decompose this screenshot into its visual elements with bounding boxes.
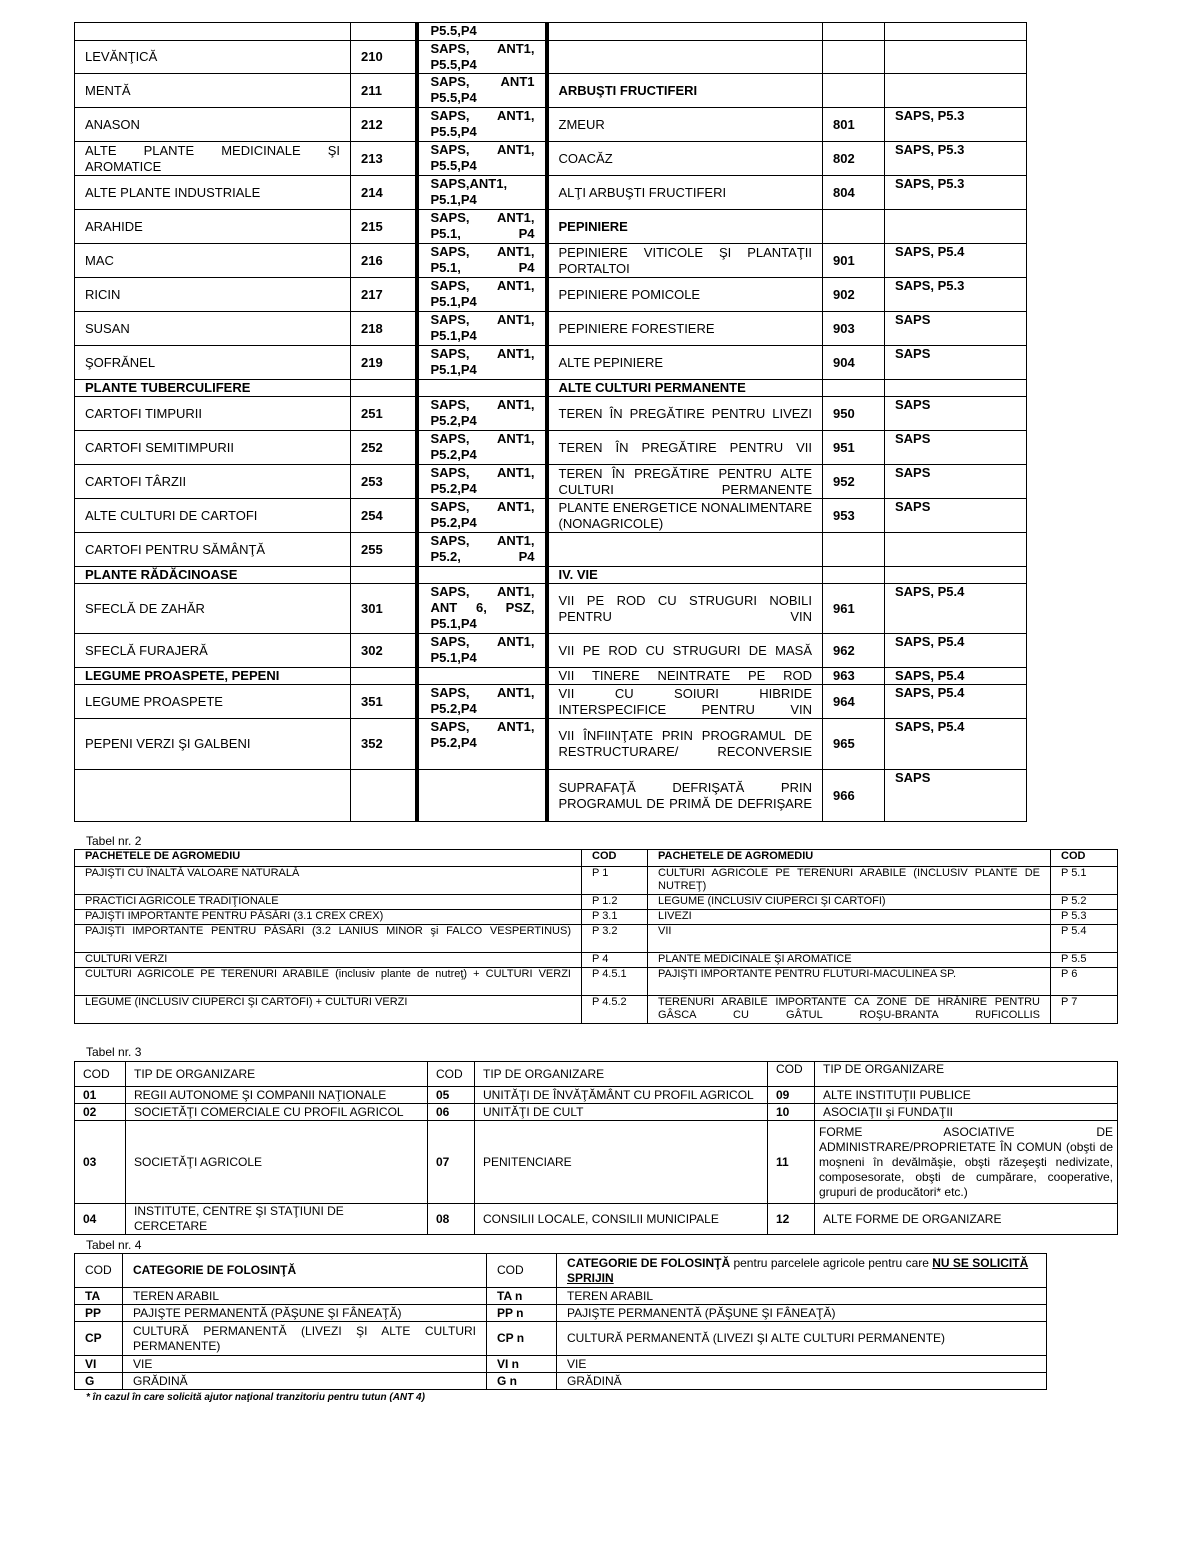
payment-schemes: SAPS (885, 397, 1027, 431)
package-code: P 5.1 (1051, 867, 1118, 895)
crop-code: 961 (823, 584, 885, 634)
payment-schemes: SAPS, ANT1, P5.1, P4 (417, 210, 547, 244)
crop-name: PEPINIERE POMICOLE (547, 278, 823, 312)
package-code: P 4.5.1 (582, 968, 648, 996)
crop-code: 802 (823, 142, 885, 176)
table3-caption: Tabel nr. 3 (86, 1045, 142, 1059)
header-part: pentru parcelele agricole pentru care (730, 1255, 933, 1270)
crop-code: 903 (823, 312, 885, 346)
empty-cell (417, 380, 547, 397)
organization-type-table (74, 1061, 1118, 1235)
org-code: 03 (75, 1121, 126, 1204)
crop-name: CARTOFI TIMPURII (75, 397, 351, 431)
table-row (75, 1087, 1118, 1104)
crop-code: 253 (351, 465, 417, 499)
payment-schemes: SAPS, P5.3 (885, 142, 1027, 176)
empty-cell (885, 567, 1027, 584)
land-use-body (75, 1254, 1047, 1390)
table-row (75, 895, 1118, 910)
org-code: 06 (428, 1104, 475, 1121)
org-type: FORME ASOCIATIVE DE ADMINISTRARE/PROPRIETATE ÎN COMUN (obşti de moşneni în devălmăşie, obşti răzeşeşti nedivizate, composesorate, obşti de cumpărare, cooperative, grupuri de producători* etc.) (815, 1121, 1118, 1204)
land-use-category: VIE (123, 1356, 487, 1373)
crop-name: ARAHIDE (75, 210, 351, 244)
table-row (75, 925, 1118, 953)
crop-code: 302 (351, 634, 417, 668)
crop-code (823, 23, 885, 41)
crop-name: SUPRAFAŢĂ DEFRIŞATĂ PRIN PROGRAMUL DE PRIMĂ DE DEFRIŞARE (547, 770, 823, 822)
org-code: 02 (75, 1104, 126, 1121)
section-header: ALTE CULTURI PERMANENTE (547, 380, 823, 397)
table-row (75, 1288, 1047, 1305)
table-row (75, 23, 1027, 41)
table-row (75, 312, 1027, 346)
column-header: COD (582, 850, 648, 867)
land-use-code: G (75, 1373, 123, 1390)
payment-schemes: SAPS, P5.4 (885, 244, 1027, 278)
package-code: P 1.2 (582, 895, 648, 910)
crop-name: ALŢI ARBUŞTI FRUCTIFERI (547, 176, 823, 210)
package-name: CULTURI AGRICOLE PE TERENURI ARABILE (INCLUSIV PLANTE DE NUTREŢ) (648, 867, 1051, 895)
crop-code (351, 770, 417, 822)
crop-codes-table (74, 22, 1027, 822)
crop-code (823, 210, 885, 244)
payment-schemes: SAPS, ANT1, P5.1,P4 (417, 634, 547, 668)
crop-code: 950 (823, 397, 885, 431)
crop-name: LEVĂNŢICĂ (75, 41, 351, 74)
org-type: ALTE FORME DE ORGANIZARE (815, 1204, 1118, 1235)
land-use-category: TEREN ARABIL (123, 1288, 487, 1305)
land-use-category: GRĂDINĂ (557, 1373, 1047, 1390)
crop-name: PEPINIERE (547, 210, 823, 244)
crop-name (75, 770, 351, 822)
org-type: UNITĂŢI DE ÎNVĂŢĂMÂNT CU PROFIL AGRICOL (475, 1087, 768, 1104)
crop-code: 804 (823, 176, 885, 210)
table-row (75, 346, 1027, 380)
org-code: 09 (768, 1087, 815, 1104)
payment-schemes: SAPS, P5.4 (885, 584, 1027, 634)
crop-name: PLANTE ENERGETICE NONALIMENTARE (NONAGRICOLE) (547, 499, 823, 533)
table-row (75, 719, 1027, 770)
table-row (75, 499, 1027, 533)
table-row (75, 108, 1027, 142)
land-use-category: CULTURĂ PERMANENTĂ (LIVEZI ŞI ALTE CULTURI PERMANENTE) (123, 1322, 487, 1356)
crop-name (75, 23, 351, 41)
crop-code: 966 (823, 770, 885, 822)
table-row (75, 968, 1118, 996)
crop-name: CARTOFI SEMITIMPURII (75, 431, 351, 465)
table-row (75, 1322, 1047, 1356)
section-header-row (75, 567, 1027, 584)
payment-schemes: P5.5,P4 (417, 23, 547, 41)
table-row (75, 770, 1027, 822)
payment-schemes (885, 41, 1027, 74)
payment-schemes: SAPS, P5.3 (885, 176, 1027, 210)
package-code: P 5.5 (1051, 953, 1118, 968)
empty-cell (417, 567, 547, 584)
column-header: PACHETELE DE AGROMEDIU (648, 850, 1051, 867)
crop-name: TEREN ÎN PREGĂTIRE PENTRU ALTE CULTURI PERMANENTE (547, 465, 823, 499)
crop-code (823, 533, 885, 567)
column-header: COD (487, 1254, 557, 1288)
payment-schemes: SAPS, ANT1, P5.2,P4 (417, 397, 547, 431)
crop-code: 218 (351, 312, 417, 346)
table-header-row (75, 850, 1118, 867)
package-name: TERENURI ARABILE IMPORTANTE CA ZONE DE HRĂNIRE PENTRU GÂSCA CU GÂTUL ROŞU-BRANTA RUFICOLLIS (648, 996, 1051, 1024)
package-name: PAJIŞTI CU ÎNALTĂ VALOARE NATURALĂ (75, 867, 582, 895)
table-row (75, 910, 1118, 925)
table-header-row (75, 1062, 1118, 1087)
payment-schemes: SAPS (885, 346, 1027, 380)
payment-schemes: SAPS, ANT1, P5.1,P4 (417, 312, 547, 346)
package-name: PAJIŞTI IMPORTANTE PENTRU PĂSĂRI (3.1 CREX CREX) (75, 910, 582, 925)
payment-schemes: SAPS, ANT1, P5.1, P4 (417, 244, 547, 278)
crop-code: 965 (823, 719, 885, 770)
empty-cell (823, 380, 885, 397)
land-use-category: CULTURĂ PERMANENTĂ (LIVEZI ŞI ALTE CULTURI PERMANENTE) (557, 1322, 1047, 1356)
package-name: PAJIŞTI IMPORTANTE PENTRU PĂSĂRI (3.2 LANIUS MINOR şi FALCO VESPERTINUS) (75, 925, 582, 953)
org-type: SOCIETĂŢI AGRICOLE (126, 1121, 428, 1204)
org-code: 12 (768, 1204, 815, 1235)
table-row (75, 244, 1027, 278)
crop-code: 351 (351, 685, 417, 719)
crop-code: 962 (823, 634, 885, 668)
crop-name: PEPINIERE FORESTIERE (547, 312, 823, 346)
crop-name: SUSAN (75, 312, 351, 346)
payment-schemes: SAPS, ANT1, P5.2, P4 (417, 533, 547, 567)
table-row (75, 142, 1027, 176)
crop-code: 216 (351, 244, 417, 278)
crop-code: 964 (823, 685, 885, 719)
table-row (75, 1305, 1047, 1322)
org-type: ALTE INSTITUŢII PUBLICE (815, 1087, 1118, 1104)
crop-code: 211 (351, 74, 417, 108)
crop-name: ALTE PLANTE MEDICINALE ŞI AROMATICE (75, 142, 351, 176)
table-header-row (75, 1254, 1047, 1288)
table-row (75, 397, 1027, 431)
land-use-code: TA (75, 1288, 123, 1305)
column-header: COD (1051, 850, 1118, 867)
land-use-category: GRĂDINĂ (123, 1373, 487, 1390)
package-name: CULTURI AGRICOLE PE TERENURI ARABILE (inclusiv plante de nutreţ) + CULTURI VERZI (75, 968, 582, 996)
crop-name: ALTE PEPINIERE (547, 346, 823, 380)
crop-code: 252 (351, 431, 417, 465)
empty-cell (351, 567, 417, 584)
payment-schemes: SAPS, ANT1 P5.5,P4 (417, 74, 547, 108)
land-use-category: PAJIŞTE PERMANENTĂ (PĂŞUNE ŞI FÂNEAŢĂ) (123, 1305, 487, 1322)
land-use-code: TA n (487, 1288, 557, 1305)
crop-name: COACĂZ (547, 142, 823, 176)
empty-cell (823, 567, 885, 584)
payment-schemes: SAPS, ANT1, P5.5,P4 (417, 41, 547, 74)
table-row (75, 634, 1027, 668)
crop-name: VII TINERE NEINTRATE PE ROD (547, 668, 823, 685)
crop-code (351, 23, 417, 41)
table-row (75, 668, 1027, 685)
crop-name: ŞOFRĂNEL (75, 346, 351, 380)
table-row (75, 431, 1027, 465)
crop-code (823, 41, 885, 74)
crop-code (351, 668, 417, 685)
package-code: P 4 (582, 953, 648, 968)
table2-caption: Tabel nr. 2 (86, 834, 142, 848)
table-row (75, 953, 1118, 968)
section-header: PLANTE TUBERCULIFERE (75, 380, 351, 397)
package-name: PAJIŞTI IMPORTANTE PENTRU FLUTURI-MACULINEA SP. (648, 968, 1051, 996)
table-row (75, 533, 1027, 567)
table-row (75, 1104, 1118, 1121)
land-use-category: TEREN ARABIL (557, 1288, 1047, 1305)
crop-code: 901 (823, 244, 885, 278)
org-type: PENITENCIARE (475, 1121, 768, 1204)
land-use-category: PAJIŞTE PERMANENTĂ (PĂŞUNE ŞI FÂNEAŢĂ) (557, 1305, 1047, 1322)
package-code: P 4.5.2 (582, 996, 648, 1024)
table-row (75, 996, 1118, 1024)
table-row (75, 1356, 1047, 1373)
payment-schemes: SAPS, P5.4 (885, 634, 1027, 668)
org-code: 11 (768, 1121, 815, 1204)
crop-code: 352 (351, 719, 417, 770)
table-row (75, 41, 1027, 74)
crop-code: 210 (351, 41, 417, 74)
crop-name: LEGUME PROASPETE (75, 685, 351, 719)
payment-schemes: SAPS, ANT1, P5.1,P4 (417, 346, 547, 380)
org-code: 08 (428, 1204, 475, 1235)
crop-name: VII PE ROD CU STRUGURI NOBILI PENTRU VIN (547, 584, 823, 634)
payment-schemes (885, 23, 1027, 41)
payment-schemes: SAPS, ANT1, P5.2,P4 (417, 685, 547, 719)
crop-code: 953 (823, 499, 885, 533)
table-row (75, 685, 1027, 719)
payment-schemes: SAPS, P5.4 (885, 668, 1027, 685)
payment-schemes (417, 770, 547, 822)
payment-schemes: SAPS, ANT1, P5.5,P4 (417, 108, 547, 142)
table-row (75, 1204, 1118, 1235)
column-header: TIP DE ORGANIZARE (815, 1062, 1118, 1087)
land-use-code: CP n (487, 1322, 557, 1356)
org-type: SOCIETĂŢI COMERCIALE CU PROFIL AGRICOL (126, 1104, 428, 1121)
section-header-row (75, 380, 1027, 397)
column-header: COD (75, 1062, 126, 1087)
payment-schemes: SAPS (885, 499, 1027, 533)
column-header: TIP DE ORGANIZARE (475, 1062, 768, 1087)
crop-name: PEPINIERE VITICOLE ŞI PLANTAŢII PORTALTOI (547, 244, 823, 278)
payment-schemes (885, 533, 1027, 567)
payment-schemes: SAPS (885, 465, 1027, 499)
package-code: P 3.1 (582, 910, 648, 925)
payment-schemes (885, 210, 1027, 244)
table4-caption: Tabel nr. 4 (86, 1238, 142, 1252)
crop-name: VII PE ROD CU STRUGURI DE MASĂ (547, 634, 823, 668)
header-part: NU SE SOLICITĂ SPRIJIN (567, 1255, 1029, 1285)
organization-type-body (75, 1062, 1118, 1235)
crop-name: SFECLĂ DE ZAHĂR (75, 584, 351, 634)
agri-environment-body (75, 850, 1118, 1024)
package-name: LIVEZI (648, 910, 1051, 925)
crop-name: PEPENI VERZI ŞI GALBENI (75, 719, 351, 770)
crop-name: MENTĂ (75, 74, 351, 108)
crop-name: ALTE PLANTE INDUSTRIALE (75, 176, 351, 210)
crop-name: VII ÎNFIINŢATE PRIN PROGRAMUL DE RESTRUCTURARE/ RECONVERSIE (547, 719, 823, 770)
crop-code: 214 (351, 176, 417, 210)
crop-name: ARBUŞTI FRUCTIFERI (547, 74, 823, 108)
payment-schemes: SAPS, ANT1, P5.2,P4 (417, 431, 547, 465)
land-use-category: VIE (557, 1356, 1047, 1373)
package-name: LEGUME (INCLUSIV CIUPERCI ŞI CARTOFI) + CULTURI VERZI (75, 996, 582, 1024)
land-use-code: G n (487, 1373, 557, 1390)
crop-code: 212 (351, 108, 417, 142)
crop-code: 952 (823, 465, 885, 499)
crop-name (547, 533, 823, 567)
column-header (557, 1254, 1047, 1288)
package-code: P 5.3 (1051, 910, 1118, 925)
crop-code: 215 (351, 210, 417, 244)
header-part: CATEGORIE DE FOLOSINŢĂ (567, 1255, 731, 1270)
crop-name: VII CU SOIURI HIBRIDE INTERSPECIFICE PENTRU VIN (547, 685, 823, 719)
org-code: 01 (75, 1087, 126, 1104)
crop-name: TEREN ÎN PREGĂTIRE PENTRU LIVEZI (547, 397, 823, 431)
table-row (75, 278, 1027, 312)
crop-code: 904 (823, 346, 885, 380)
org-type: ASOCIAŢII şi FUNDAŢII (815, 1104, 1118, 1121)
table-row (75, 1121, 1118, 1204)
agri-environment-table (74, 849, 1118, 1024)
column-header: CATEGORIE DE FOLOSINŢĂ (123, 1254, 487, 1288)
crop-name: ANASON (75, 108, 351, 142)
table-row (75, 1373, 1047, 1390)
org-code: 10 (768, 1104, 815, 1121)
org-type: INSTITUTE, CENTRE ŞI STAŢIUNI DE CERCETARE (126, 1204, 428, 1235)
column-header: COD (75, 1254, 123, 1288)
crop-name: MAC (75, 244, 351, 278)
column-header: PACHETELE DE AGROMEDIU (75, 850, 582, 867)
package-code: P 3.2 (582, 925, 648, 953)
crop-name: CARTOFI PENTRU SĂMÂNŢĂ (75, 533, 351, 567)
land-use-code: VI n (487, 1356, 557, 1373)
table-row (75, 867, 1118, 895)
table-row (75, 210, 1027, 244)
payment-schemes: SAPS, ANT1, P5.2,P4 (417, 719, 547, 770)
land-use-code: PP n (487, 1305, 557, 1322)
package-code: P 5.4 (1051, 925, 1118, 953)
crop-code: 217 (351, 278, 417, 312)
payment-schemes: SAPS, P5.3 (885, 108, 1027, 142)
land-use-code: CP (75, 1322, 123, 1356)
package-code: P 7 (1051, 996, 1118, 1024)
package-name: PRACTICI AGRICOLE TRADIŢIONALE (75, 895, 582, 910)
crop-code: 255 (351, 533, 417, 567)
table-row (75, 465, 1027, 499)
package-name: PLANTE MEDICINALE ŞI AROMATICE (648, 953, 1051, 968)
payment-schemes: SAPS, ANT1, ANT 6, PSZ, P5.1,P4 (417, 584, 547, 634)
crop-name: ZMEUR (547, 108, 823, 142)
payment-schemes: SAPS, P5.3 (885, 278, 1027, 312)
crop-name: SFECLĂ FURAJERĂ (75, 634, 351, 668)
table-row (75, 176, 1027, 210)
payment-schemes: SAPS (885, 770, 1027, 822)
crop-code: 251 (351, 397, 417, 431)
payment-schemes (885, 74, 1027, 108)
payment-schemes: SAPS, ANT1, P5.2,P4 (417, 499, 547, 533)
crop-code: 254 (351, 499, 417, 533)
land-use-code: PP (75, 1305, 123, 1322)
payment-schemes: SAPS, P5.4 (885, 685, 1027, 719)
org-type: REGII AUTONOME ŞI COMPANII NAŢIONALE (126, 1087, 428, 1104)
crop-code: 219 (351, 346, 417, 380)
payment-schemes: SAPS (885, 312, 1027, 346)
column-header: TIP DE ORGANIZARE (126, 1062, 428, 1087)
crop-code: 801 (823, 108, 885, 142)
land-use-table (74, 1253, 1047, 1390)
org-type: UNITĂŢI DE CULT (475, 1104, 768, 1121)
column-header: COD (768, 1062, 815, 1087)
payment-schemes: SAPS (885, 431, 1027, 465)
org-code: 05 (428, 1087, 475, 1104)
package-name: LEGUME (INCLUSIV CIUPERCI ŞI CARTOFI) (648, 895, 1051, 910)
crop-name: CARTOFI TÂRZII (75, 465, 351, 499)
column-header: COD (428, 1062, 475, 1087)
package-code: P 6 (1051, 968, 1118, 996)
payment-schemes (417, 668, 547, 685)
package-name: CULTURI VERZI (75, 953, 582, 968)
payment-schemes: SAPS,ANT1, P5.1,P4 (417, 176, 547, 210)
land-use-code: VI (75, 1356, 123, 1373)
crop-name: ALTE CULTURI DE CARTOFI (75, 499, 351, 533)
payment-schemes: SAPS, ANT1, P5.5,P4 (417, 142, 547, 176)
footnote: * în cazul în care solicită ajutor naţional tranzitoriu pentru tutun (ANT 4) (86, 1392, 425, 1403)
package-code: P 5.2 (1051, 895, 1118, 910)
payment-schemes: SAPS, ANT1, P5.1,P4 (417, 278, 547, 312)
org-type: CONSILII LOCALE, CONSILII MUNICIPALE (475, 1204, 768, 1235)
package-name: VII (648, 925, 1051, 953)
payment-schemes: SAPS, ANT1, P5.2,P4 (417, 465, 547, 499)
crop-code: 213 (351, 142, 417, 176)
org-code: 07 (428, 1121, 475, 1204)
crop-name: TEREN ÎN PREGĂTIRE PENTRU VII (547, 431, 823, 465)
crop-name: LEGUME PROASPETE, PEPENI (75, 668, 351, 685)
package-code: P 1 (582, 867, 648, 895)
section-header: PLANTE RĂDĂCINOASE (75, 567, 351, 584)
section-header: IV. VIE (547, 567, 823, 584)
table-row (75, 74, 1027, 108)
org-code: 04 (75, 1204, 126, 1235)
empty-cell (885, 380, 1027, 397)
crop-code: 963 (823, 668, 885, 685)
crop-codes-body (75, 23, 1027, 822)
payment-schemes: SAPS, P5.4 (885, 719, 1027, 770)
crop-code: 301 (351, 584, 417, 634)
table-row (75, 584, 1027, 634)
crop-code (823, 74, 885, 108)
crop-code: 951 (823, 431, 885, 465)
crop-name (547, 23, 823, 41)
crop-name (547, 41, 823, 74)
crop-code: 902 (823, 278, 885, 312)
crop-name: RICIN (75, 278, 351, 312)
empty-cell (351, 380, 417, 397)
